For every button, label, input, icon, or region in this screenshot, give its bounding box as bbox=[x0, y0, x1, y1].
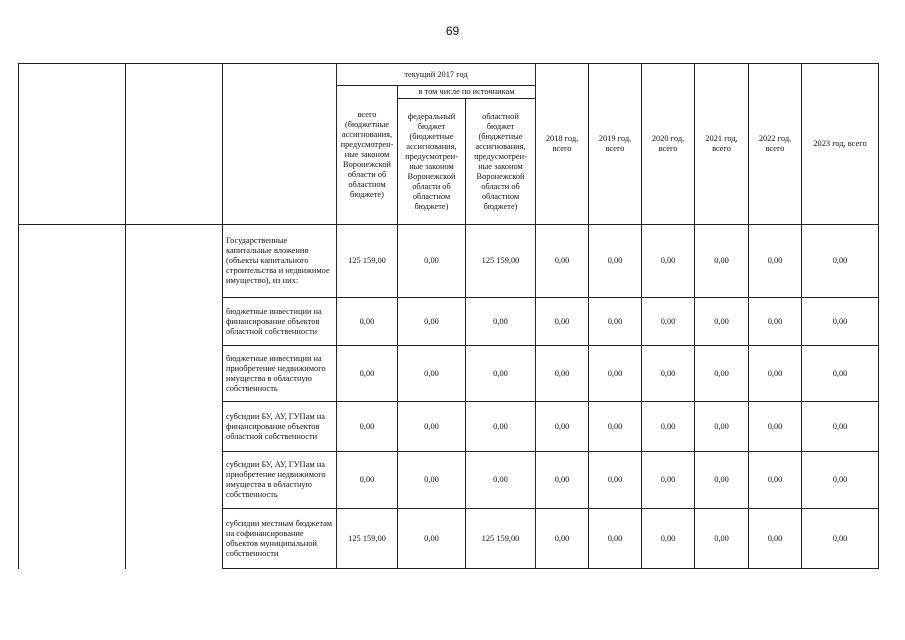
header-row-1 bbox=[19, 64, 879, 86]
value-cell: 0,00 bbox=[536, 346, 589, 402]
budget-table bbox=[18, 63, 879, 569]
value-cell: 0,00 bbox=[536, 452, 589, 509]
header-year-2020: 2020 год, всего bbox=[642, 64, 695, 225]
header-year-2023: 2023 год, всего bbox=[802, 64, 879, 225]
value-cell: 0,00 bbox=[398, 402, 466, 452]
value-cell: 0,00 bbox=[802, 452, 879, 509]
value-cell: 0,00 bbox=[749, 346, 802, 402]
value-cell: 0,00 bbox=[589, 509, 642, 569]
value-cell: 0,00 bbox=[398, 452, 466, 509]
value-cell: 0,00 bbox=[802, 298, 879, 346]
value-cell: 0,00 bbox=[536, 225, 589, 298]
lead-cell bbox=[126, 86, 223, 225]
row-label: бюджетные инвестиции на приобретение недвижимого имущества в областную собственность bbox=[223, 346, 337, 402]
value-cell: 0,00 bbox=[589, 346, 642, 402]
value-cell: 0,00 bbox=[536, 298, 589, 346]
value-cell: 0,00 bbox=[466, 298, 536, 346]
value-cell: 0,00 bbox=[749, 298, 802, 346]
row-label: субсидии местным бюджетам на софинансирование объектов муниципальной собственности bbox=[223, 509, 337, 569]
header-year-2021: 2021 год, всего bbox=[695, 64, 749, 225]
header-year-2022: 2022 год, всего bbox=[749, 64, 802, 225]
header-regional: областной бюджет (бюджетные ассигнования, предусмотрен-ные законом Воронежской области об областном бюджете) bbox=[466, 99, 536, 225]
value-cell: 0,00 bbox=[337, 452, 398, 509]
value-cell: 0,00 bbox=[749, 225, 802, 298]
value-cell: 0,00 bbox=[695, 346, 749, 402]
value-cell: 0,00 bbox=[589, 452, 642, 509]
lead-cell bbox=[126, 225, 223, 569]
header-blank-cell bbox=[19, 64, 126, 86]
value-cell: 0,00 bbox=[398, 509, 466, 569]
value-cell: 0,00 bbox=[695, 402, 749, 452]
value-cell: 0,00 bbox=[466, 346, 536, 402]
value-cell: 0,00 bbox=[536, 509, 589, 569]
value-cell: 0,00 bbox=[642, 225, 695, 298]
value-cell: 0,00 bbox=[337, 346, 398, 402]
value-cell: 0,00 bbox=[536, 402, 589, 452]
value-cell: 0,00 bbox=[337, 402, 398, 452]
value-cell: 125 159,00 bbox=[337, 509, 398, 569]
value-cell: 0,00 bbox=[466, 452, 536, 509]
value-cell: 0,00 bbox=[802, 402, 879, 452]
value-cell: 0,00 bbox=[695, 225, 749, 298]
value-cell: 0,00 bbox=[749, 402, 802, 452]
value-cell: 0,00 bbox=[589, 402, 642, 452]
value-cell: 0,00 bbox=[642, 298, 695, 346]
value-cell: 0,00 bbox=[695, 452, 749, 509]
value-cell: 125 159,00 bbox=[337, 225, 398, 298]
value-cell: 125 159,00 bbox=[466, 225, 536, 298]
header-description-cell bbox=[223, 64, 337, 225]
value-cell: 0,00 bbox=[589, 225, 642, 298]
header-total: всего (бюджетные ассигнования, предусмотрен-ные законом Воронежской области об областном бюджете) bbox=[337, 86, 398, 225]
value-cell: 0,00 bbox=[398, 298, 466, 346]
header-year-2019: 2019 год, всего bbox=[589, 64, 642, 225]
page-number: 69 bbox=[445, 24, 460, 38]
header-year-2018: 2018 год, всего bbox=[536, 64, 589, 225]
table-row bbox=[19, 225, 879, 298]
value-cell: 0,00 bbox=[802, 346, 879, 402]
value-cell: 0,00 bbox=[589, 298, 642, 346]
value-cell: 0,00 bbox=[466, 402, 536, 452]
value-cell: 0,00 bbox=[749, 452, 802, 509]
value-cell: 0,00 bbox=[695, 509, 749, 569]
value-cell: 0,00 bbox=[642, 346, 695, 402]
header-current-year: текущий 2017 год bbox=[337, 64, 536, 86]
lead-cell bbox=[19, 225, 126, 569]
row-label: субсидии БУ, АУ, ГУПам на приобретение недвижимого имущества в областную собственность bbox=[223, 452, 337, 509]
value-cell: 0,00 bbox=[398, 225, 466, 298]
value-cell: 0,00 bbox=[642, 402, 695, 452]
lead-cell bbox=[19, 86, 126, 225]
value-cell: 0,00 bbox=[695, 298, 749, 346]
header-by-sources: в том числе по источникам bbox=[398, 86, 536, 99]
value-cell: 0,00 bbox=[398, 346, 466, 402]
value-cell: 0,00 bbox=[642, 452, 695, 509]
row-label: Государственные капитальные вложения (объекты капитального строительства и недвижимое имущество), из них: bbox=[223, 225, 337, 298]
row-label: субсидии БУ, АУ, ГУПам на финансирование объектов областной собственности bbox=[223, 402, 337, 452]
header-blank-cell bbox=[126, 64, 223, 86]
value-cell: 0,00 bbox=[642, 509, 695, 569]
value-cell: 0,00 bbox=[749, 509, 802, 569]
value-cell: 0,00 bbox=[802, 509, 879, 569]
value-cell: 125 159,00 bbox=[466, 509, 536, 569]
header-federal: федеральный бюджет (бюджетные ассигнования, предусмотрен-ные законом Воронежской области об областном бюджете) bbox=[398, 99, 466, 225]
value-cell: 0,00 bbox=[337, 298, 398, 346]
value-cell: 0,00 bbox=[802, 225, 879, 298]
row-label: бюджетные инвестиции на финансирование объектов областной собственности bbox=[223, 298, 337, 346]
